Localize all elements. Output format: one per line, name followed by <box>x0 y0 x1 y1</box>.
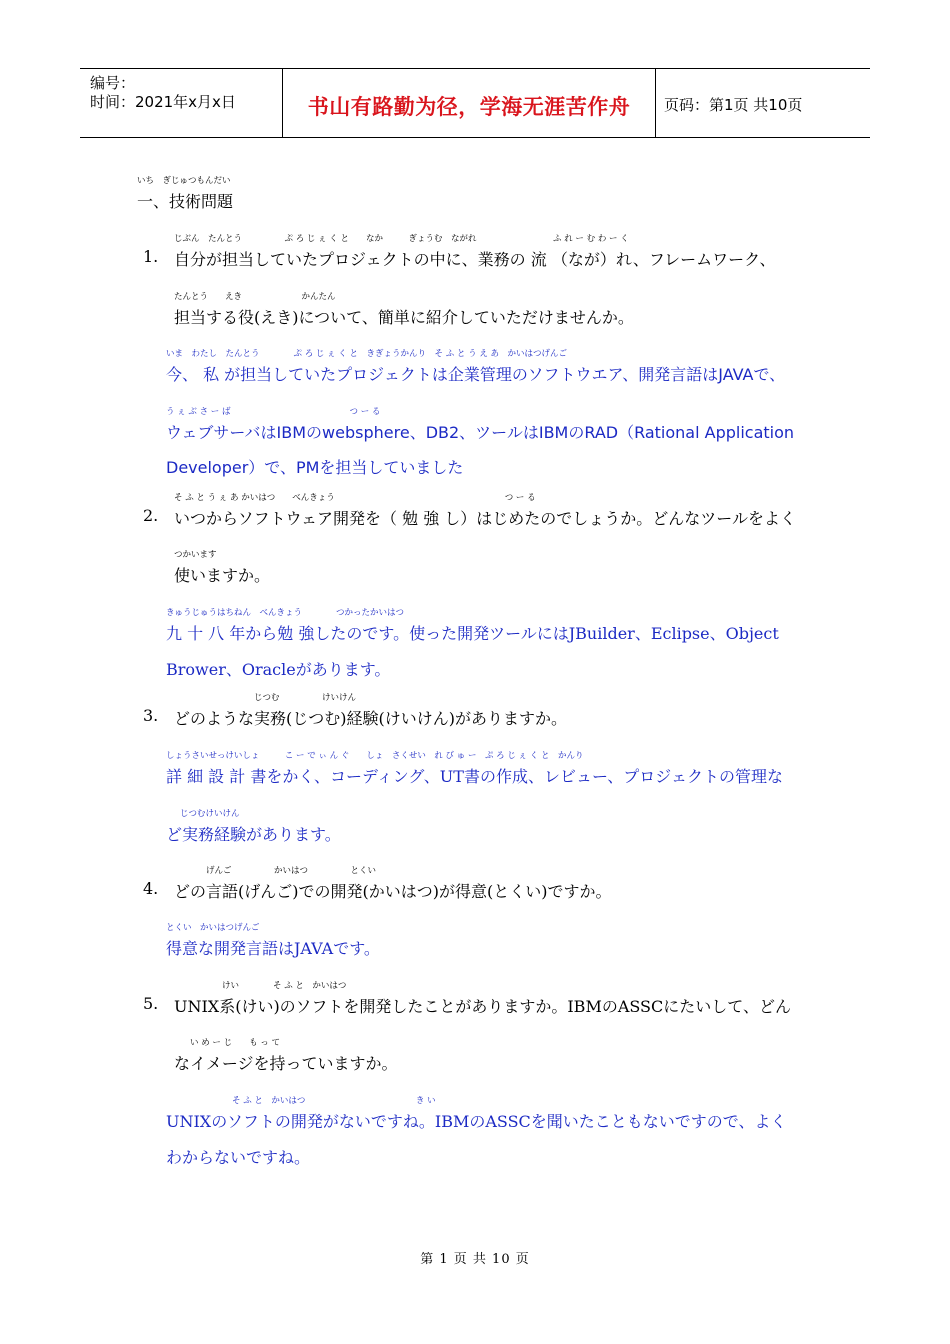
item-5-answer-line-2: わからないですね。 <box>166 1148 311 1167</box>
item-1-number: 1. <box>143 247 159 266</box>
page-footer: 第 1 页 共 10 页 <box>420 1252 530 1267</box>
item-5-answer-furigana-1: そ ふ と かいはつ き い <box>232 1096 436 1106</box>
item-2-question-line-2: 使いますか。 <box>174 566 271 585</box>
item-5-question-furigana-2: い め ー じ も っ て <box>190 1038 281 1048</box>
item-2-answer-line-2: Brower、Oracleがあります。 <box>166 660 391 679</box>
item-3-answer-line-2: ど実務経験があります。 <box>166 825 341 844</box>
item-3-answer-line-1: 詳 細 設 計 書をかく、コーディング、UT書の作成、レビュー、プロジェクトの管理な <box>166 767 783 786</box>
section-title: 一、技術問題 <box>137 192 234 211</box>
item-1-question-line-2: 担当する役(えき)について、簡単に紹介していただけませんか。 <box>174 308 634 327</box>
item-3-answer-furigana-2: じつむけいけん <box>180 809 240 819</box>
item-5-question-line-1: UNIX系(けい)のソフトを開発したことがありますか。IBMのASSCにたいして、どん <box>174 997 791 1016</box>
item-2-answer-line-1: 九 十 八 年から勉 強したのです。使った開発ツールにはJBuilder、Eclipse、Object <box>166 624 779 643</box>
header-motto: 书山有路勤为径，学海无涯苦作舟 <box>307 95 631 119</box>
item-5-question-line-2: なイメージを持っていますか。 <box>174 1054 398 1073</box>
item-1-answer-furigana-2: う ぇ ぶ さ ー ば つ ー る <box>166 407 381 417</box>
item-2-number: 2. <box>143 506 159 525</box>
item-2-question-furigana-1: そ ふ と う ぇ あ かいはつ べんきょう つ ー る <box>174 493 536 503</box>
item-1-question-furigana-1: じぶん たんとう ぷ ろ じ ぇ く と なか ぎょうむ ながれ ふ れ ー む わ ー く <box>174 234 629 244</box>
document-date-label: 时间：2021年x月x日 <box>90 93 236 111</box>
item-4-answer-line-1: 得意な開発言語はJAVAです。 <box>166 939 380 958</box>
item-1-answer-line-2: ウェブサーバはIBMのwebsphere、DB2、ツールはIBMのRAD（Rational Application <box>166 423 795 442</box>
document-header <box>80 68 870 138</box>
item-1-question-line-1: 自分が担当していたプロジェクトの中に、業務の 流 （なが）れ、フレームワーク、 <box>174 250 776 269</box>
item-1-answer-line-3: Developer）で、PMを担当していました <box>166 458 464 477</box>
item-4-question-line-1: どの言語(げんご)での開発(かいはつ)が得意(とくい)ですか。 <box>174 882 612 901</box>
item-4-number: 4. <box>143 879 159 898</box>
header-page-cell <box>656 69 870 137</box>
item-1-answer-line-1: 今、 私 が担当していたプロジェクトは企業管理のソフトウエア、開発言語はJAVAで、 <box>166 365 786 384</box>
item-3-question-furigana-1: じつむ けいけん <box>254 693 357 703</box>
item-5-answer-line-1: UNIXのソフトの開発がないですね。IBMのASSCを聞いたこともないですので、よく <box>166 1112 787 1131</box>
item-5-number: 5. <box>143 994 159 1013</box>
header-meta-cell <box>80 69 282 137</box>
item-1-answer-furigana-1: いま わたし たんとう ぷ ろ じ ぇ く と きぎょうかんり そ ふ と う え あ かいはつげんご <box>166 349 568 359</box>
item-4-answer-furigana-1: とくい かいはつげんご <box>166 923 260 933</box>
document-number-label: 编号： <box>90 74 136 92</box>
header-motto-cell <box>282 69 656 137</box>
item-5-question-furigana-1: けい そ ふ と かいはつ <box>222 981 347 991</box>
header-page-label: 页码：第1页 共10页 <box>664 96 803 114</box>
item-3-number: 3. <box>143 706 159 725</box>
item-2-question-line-1: いつからソフトウェア開発を（ 勉 強 し）はじめたのでしょうか。どんなツールをよく <box>174 509 796 528</box>
item-3-question-line-1: どのような実務(じつむ)経験(けいけん)がありますか。 <box>174 709 567 728</box>
item-2-answer-furigana-1: きゅうじゅうはちねん べんきょう つかったかいはつ <box>166 608 405 618</box>
item-2-question-furigana-2: つかいます <box>174 550 217 560</box>
item-1-question-furigana-2: たんとう えき かんたん <box>174 292 336 302</box>
item-4-question-furigana-1: げんご かいはつ とくい <box>206 866 377 876</box>
section-title-furigana: いち ぎじゅつもんだい <box>137 176 231 186</box>
item-3-answer-furigana-1: しょうさいせっけいしょ こ ー で ぃ ん ぐ しょ さくせい れ び ゅ ー ぷ ろ じ ぇ く と かんり <box>166 751 584 761</box>
